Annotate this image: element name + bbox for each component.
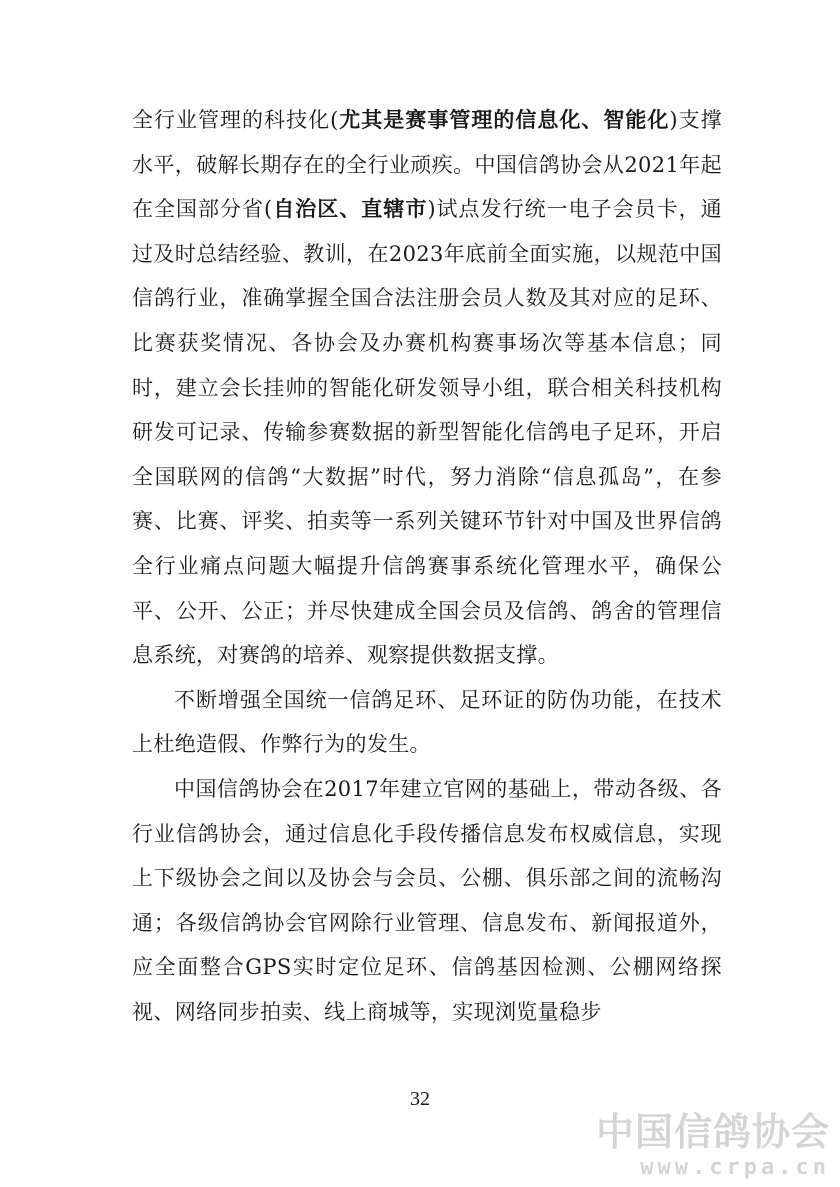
text-segment: 全行业管理的科技化( (132, 108, 339, 132)
page-number: 32 (410, 1088, 430, 1110)
paragraph-2 (132, 678, 722, 767)
watermark (596, 1110, 830, 1182)
watermark-name: 中国信鸽协会 (595, 1110, 830, 1154)
bold-text-segment: 尤其是赛事管理的信息化、智能化 (338, 107, 670, 132)
text-segment: )试点发行统一电子会员卡，通过及时总结经验、教训，在2023年底前全面实施，以规范中国信鸽行业，准确掌握全国合法注册会员人数及其对应的足环、比赛获奖情况、各协会及办赛机构赛事场次等基本信息；同时，建立会长挂帅的智能化研发领导小组，联合相关科技机构研发可记录、传输参赛数据的新型智能化信鸽电子足环，开启全国联网的信鸽“大数据”时代，努力消除“信息孤岛”，在参赛、比赛、评奖、拍卖等一系列关键环节针对中国及世界信鸽全行业痛点问题大幅提升信鸽赛事系统化管理水平，确保公平、公开、公正；并尽快建成全国会员及信鸽、鸽舍的管理信息系统，对赛鸽的培养、观察提供数据支撑。 (132, 197, 723, 668)
bold-text-segment: 自治区、直辖市 (272, 196, 428, 222)
text-segment: 中国信鸽协会在2017年建立官网的基础上，带动各级、各行业信鸽协会，通过信息化手段传播信息发布权威信息，实现上下级协会之间以及协会与会员、公棚、俱乐部之间的流畅沟通；各级信鸽协会官网除行业管理、信息发布、新闻报道外，应全面整合GPS实时定位足环、信鸽基因检测、公棚网络探视、网络同步拍卖、线上商城等，实现浏览量稳步 (132, 776, 722, 1024)
watermark-url: www.crpa.cn (640, 1155, 830, 1180)
paragraph-3 (132, 767, 722, 1035)
text-segment: )支撑水平，破解长期存在的全行业顽疾。中国信鸽协会从2021年起在全国部分省( (132, 108, 722, 222)
paragraph-1 (132, 98, 722, 678)
text-segment: 不断增强全国统一信鸽足环、足环证的防伪功能，在技术上杜绝造假、作弊行为的发生。 (132, 687, 722, 757)
body-text (132, 98, 722, 1034)
